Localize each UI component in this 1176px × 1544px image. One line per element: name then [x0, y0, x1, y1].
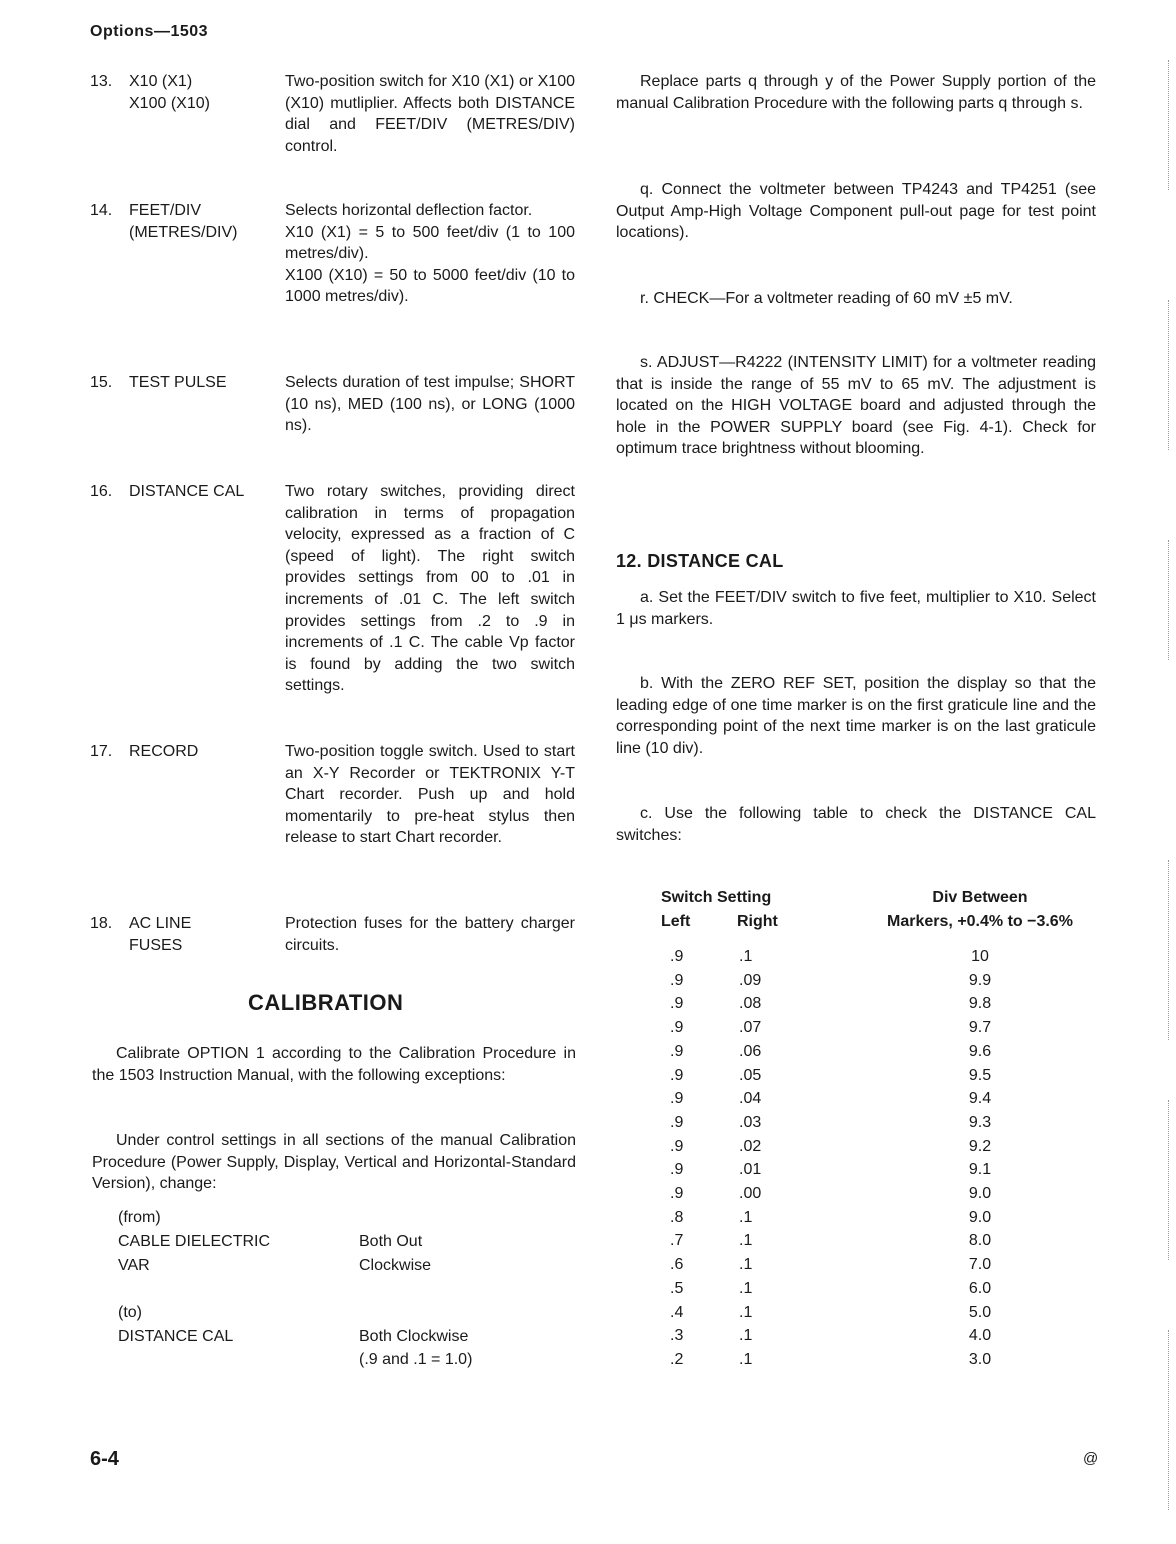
control-name-line: DISTANCE CAL [129, 483, 245, 500]
to-item-right: (.9 and .1 = 1.0) [359, 1351, 473, 1368]
from-item-left: VAR [118, 1257, 150, 1274]
control-description-line: Selects duration of test impulse; SHORT (10 ns), MED (100 ns), or LONG (1000 ns). [285, 374, 575, 435]
control-name [129, 481, 279, 503]
scan-edge-mark [1168, 1100, 1170, 1260]
control-description-line: X10 (X1) = 5 to 500 feet/div (1 to 100 metres/div). [285, 223, 575, 263]
control-description-line: Two rotary switches, providing direct calibration in terms of propagation velocity, expressed as a fraction of C (speed of light). The right switch provides settings from 00 to .01 in increments of .01 C. The left switch provides settings from .2 to .9 in increments of .1 C. The cable Vp factor is found by adding the two switch settings. [285, 483, 575, 695]
table-header-left: Left [661, 913, 691, 930]
table-cell-div: 3.0 [968, 1350, 992, 1368]
control-name-line: FEET/DIV [129, 202, 202, 219]
control-name [129, 200, 279, 244]
control-number: 15. [90, 374, 113, 391]
control-description [285, 913, 575, 956]
calibration-title: CALIBRATION [248, 990, 404, 1015]
control-description-line: Protection fuses for the battery charger circuits. [285, 915, 575, 954]
table-cell-div: 6.0 [968, 1279, 992, 1297]
control-description [285, 71, 575, 157]
table-header-div-between: Div Between [932, 889, 1028, 906]
page-header: Options—1503 [90, 23, 209, 40]
table-cell-right: .07 [739, 1019, 762, 1037]
table-cell-div: 10 [971, 948, 989, 965]
calibration-paragraph-2: Under control settings in all sections of the manual Calibration Procedure (Power Supply, Display, Vertical and Horizontal-Standard Version), change: [92, 1132, 576, 1193]
table-cell-div: 9.7 [968, 1019, 992, 1037]
table-cell-div: 9.8 [968, 995, 992, 1013]
to-item-right: Both Clockwise [359, 1328, 469, 1345]
table-header-markers: Markers, +0.4% to −3.6% [887, 913, 1073, 930]
control-description [285, 481, 575, 697]
table-cell-div: 9.0 [968, 1208, 992, 1226]
control-description [285, 200, 575, 308]
control-name-line: TEST PULSE [129, 374, 227, 391]
control-description [285, 741, 575, 849]
control-description [285, 372, 575, 437]
control-name [129, 913, 279, 957]
control-number: 17. [90, 743, 113, 760]
scan-edge-mark [1168, 540, 1170, 660]
control-number: 16. [90, 483, 113, 500]
table-cell-right: .01 [739, 1161, 762, 1179]
scan-edge-mark [1168, 860, 1170, 1040]
table-cell-div: 9.1 [968, 1161, 992, 1179]
control-name-line: RECORD [129, 743, 199, 760]
table-cell-div: 9.0 [968, 1185, 992, 1202]
table-header-switch-setting: Switch Setting [661, 889, 772, 906]
table-cell-div: 8.0 [968, 1232, 992, 1250]
table-cell-right: .1 [739, 1232, 753, 1250]
table-cell-right: .1 [739, 1208, 753, 1226]
table-cell-left: .9 [670, 1019, 684, 1037]
control-number: 13. [90, 73, 113, 90]
scan-edge-mark [1168, 60, 1170, 190]
control-description-line: Two-position switch for X10 (X1) or X100 (X10) mutliplier. Affects both DISTANCE dial and FEET/DIV (METRES/DIV) control. [285, 73, 575, 155]
table-cell-left: .8 [670, 1208, 684, 1226]
table-cell-left: .4 [670, 1303, 684, 1321]
step-b: b. With the ZERO REF SET, position the display so that the leading edge of one time marker is on the first graticule line and the corresponding point of the next time marker is on the last graticule line (10 div). [616, 675, 1096, 757]
table-cell-left: .9 [670, 948, 684, 965]
from-item-right: Clockwise [359, 1257, 432, 1274]
table-cell-right: .1 [739, 1279, 753, 1297]
step-c: c. Use the following table to check the DISTANCE CAL switches: [616, 805, 1096, 844]
page-number: 6-4 [90, 1448, 119, 1470]
control-name-line: FUSES [129, 937, 183, 954]
table-cell-left: .9 [670, 1113, 684, 1131]
control-name-line: X10 (X1) [129, 73, 193, 90]
table-cell-div: 9.9 [968, 971, 992, 989]
table-cell-left: .9 [670, 1090, 684, 1108]
table-cell-right: .1 [739, 1350, 753, 1368]
table-cell-right: .09 [739, 971, 762, 989]
from-label: (from) [118, 1209, 161, 1226]
step-s: s. ADJUST—R4222 (INTENSITY LIMIT) for a voltmeter reading that is inside the range of 55 mV to 65 mV. The adjustment is located on the HIGH VOLTAGE board and adjusted through the hole in the POWER SUPPLY board (see Fig. 4-1). Check for optimum trace brightness without blooming. [616, 354, 1096, 458]
control-number: 14. [90, 202, 113, 219]
table-cell-left: .9 [670, 1161, 684, 1179]
table-cell-right: .03 [739, 1113, 762, 1131]
table-cell-div: 9.6 [968, 1042, 992, 1060]
table-header-right: Right [737, 913, 778, 930]
table-cell-right: .02 [739, 1137, 762, 1155]
scan-edge-mark [1168, 1330, 1170, 1510]
table-cell-right: .00 [739, 1185, 762, 1202]
table-cell-left: .3 [670, 1327, 684, 1345]
from-item-right: Both Out [359, 1233, 423, 1250]
table-cell-left: .7 [670, 1232, 684, 1250]
table-cell-right: .06 [739, 1042, 762, 1060]
control-description-line: Selects horizontal deflection factor. [285, 202, 533, 219]
table-cell-div: 9.4 [968, 1090, 992, 1108]
copyright-mark: @ [1083, 1450, 1099, 1467]
table-cell-left: .5 [670, 1279, 684, 1297]
control-name-line: AC LINE [129, 915, 192, 932]
table-cell-left: .2 [670, 1350, 684, 1368]
control-description-line: X100 (X10) = 50 to 5000 feet/div (10 to 1000 metres/div). [285, 266, 575, 306]
step-q: q. Connect the voltmeter between TP4243 and TP4251 (see Output Amp-High Voltage Component pull-out page for test point locations). [616, 181, 1096, 242]
table-cell-left: .9 [670, 1185, 684, 1202]
table-cell-div: 9.3 [968, 1113, 992, 1131]
table-cell-div: 9.5 [968, 1066, 992, 1084]
to-label: (to) [118, 1304, 142, 1321]
procedure-intro: Replace parts q through y of the Power Supply portion of the manual Calibration Procedure with the following parts q through s. [616, 73, 1096, 112]
table-cell-right: .1 [739, 1256, 753, 1274]
scan-edge-mark [1168, 300, 1170, 450]
calibration-paragraph-1: Calibrate OPTION 1 according to the Calibration Procedure in the 1503 Instruction Manual, with the following exceptions: [92, 1045, 576, 1084]
control-description-line: Two-position toggle switch. Used to start an X-Y Recorder or TEKTRONIX Y-T Chart recorder. Push up and hold momentarily to pre-heat stylus then release to start Chart recorder. [285, 743, 575, 847]
table-cell-right: .1 [739, 948, 753, 965]
control-number: 18. [90, 915, 113, 932]
table-cell-left: .9 [670, 1042, 684, 1060]
step-r: r. CHECK—For a voltmeter reading of 60 mV ±5 mV. [640, 290, 1013, 307]
table-cell-left: .9 [670, 995, 684, 1013]
table-cell-right: .1 [739, 1327, 753, 1345]
step-a: a. Set the FEET/DIV switch to five feet, multiplier to X10. Select 1 μs markers. [616, 589, 1096, 628]
table-cell-div: 9.2 [968, 1137, 992, 1155]
table-cell-left: .9 [670, 971, 684, 989]
control-name [129, 741, 279, 763]
table-cell-div: 7.0 [968, 1256, 992, 1274]
section-title: 12. DISTANCE CAL [616, 551, 784, 571]
from-item-left: CABLE DIELECTRIC [118, 1233, 271, 1250]
table-cell-right: .08 [739, 995, 762, 1013]
table-cell-right: .05 [739, 1066, 762, 1084]
table-cell-left: .9 [670, 1137, 684, 1155]
control-name-line: (METRES/DIV) [129, 224, 238, 241]
table-cell-right: .1 [739, 1303, 753, 1321]
table-cell-right: .04 [739, 1090, 762, 1108]
control-name-line: X100 (X10) [129, 95, 210, 112]
control-name [129, 372, 279, 394]
table-cell-div: 4.0 [968, 1327, 992, 1345]
table-cell-left: .9 [670, 1066, 684, 1084]
control-name [129, 71, 279, 115]
table-cell-div: 5.0 [968, 1303, 992, 1321]
table-cell-left: .6 [670, 1256, 684, 1274]
to-item-left: DISTANCE CAL [118, 1328, 234, 1345]
